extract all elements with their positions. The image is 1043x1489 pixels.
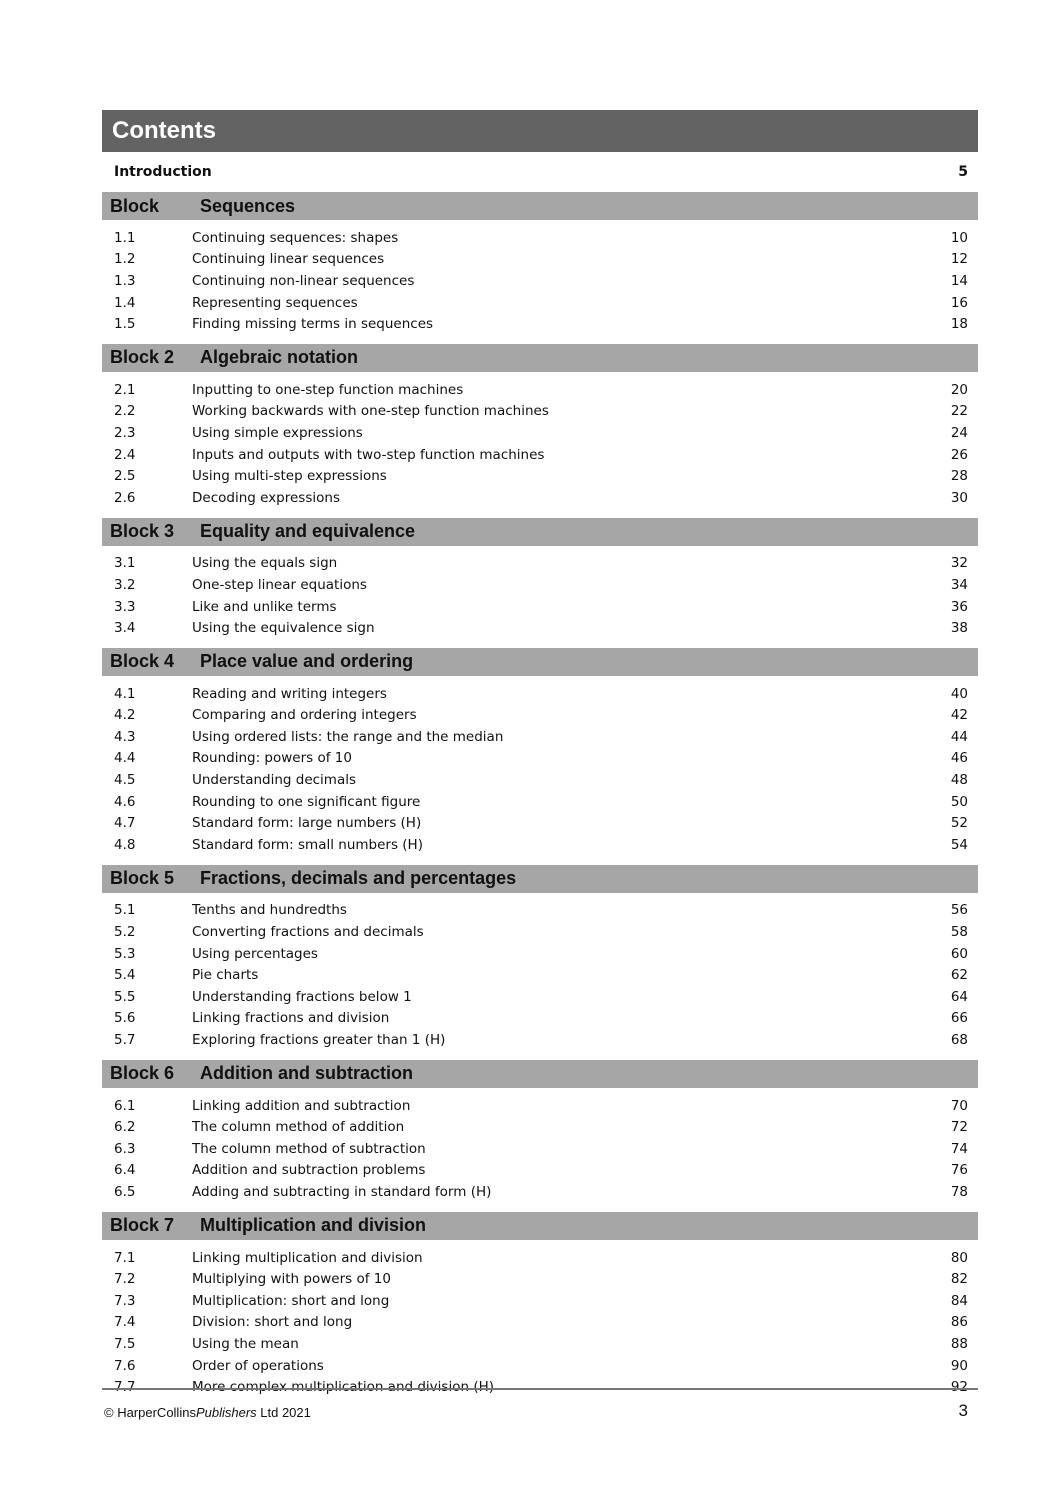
toc-entry[interactable] [102, 465, 978, 487]
entry-page: 18 [950, 316, 968, 333]
block-header [102, 192, 978, 220]
entry-label: Using the equivalence sign [192, 620, 375, 637]
entry-number: 2.6 [114, 489, 136, 506]
copyright-suffix: Ltd 2021 [256, 1405, 311, 1420]
toc-entry[interactable] [102, 313, 978, 335]
entry-page: 52 [950, 815, 968, 832]
entry-page: 74 [950, 1140, 968, 1157]
block-title: Sequences [200, 195, 296, 216]
introduction-page: 5 [958, 164, 968, 180]
entry-number: 6.1 [114, 1097, 136, 1114]
entry-label: Representing sequences [192, 294, 358, 311]
toc-entry[interactable] [102, 444, 978, 466]
toc-entry[interactable] [102, 1268, 978, 1290]
entry-page: 72 [950, 1119, 968, 1136]
block-section [102, 518, 978, 644]
entry-number: 5.7 [114, 1032, 136, 1049]
entry-page: 16 [950, 294, 968, 311]
toc-entry[interactable] [102, 292, 978, 314]
entry-label: Reading and writing integers [192, 685, 387, 702]
entry-label: Using simple expressions [192, 424, 363, 441]
block-header [102, 1212, 978, 1240]
block-section [102, 192, 978, 340]
toc-entry[interactable] [102, 812, 978, 834]
entry-label: Adding and subtracting in standard form (H) [192, 1183, 492, 1200]
entry-label: Standard form: small numbers (H) [192, 836, 423, 853]
entry-number: 3.4 [114, 620, 136, 637]
blocks-list [102, 192, 978, 1403]
block-section [102, 865, 978, 1056]
entry-page: 54 [950, 836, 968, 853]
block-items [102, 220, 978, 340]
entry-page: 44 [950, 728, 968, 745]
entry-page: 56 [950, 902, 968, 919]
entry-number: 3.2 [114, 576, 136, 593]
entry-label: Finding missing terms in sequences [192, 316, 434, 333]
contents-page [102, 110, 978, 1407]
entry-number: 1.5 [114, 316, 136, 333]
entry-number: 4.7 [114, 815, 136, 832]
block-title: Equality and equivalence [200, 521, 416, 542]
entry-page: 34 [950, 576, 968, 593]
block-number: Block 3 [110, 521, 175, 542]
toc-entry[interactable] [102, 1181, 978, 1203]
toc-entry[interactable] [102, 900, 978, 922]
entry-number: 7.2 [114, 1271, 136, 1288]
entry-label: Inputs and outputs with two-step function machines [192, 446, 545, 463]
entry-page: 58 [950, 924, 968, 941]
entry-number: 4.4 [114, 750, 136, 767]
toc-entry[interactable] [102, 769, 978, 791]
block-header [102, 865, 978, 893]
block-header [102, 344, 978, 372]
entry-page: 14 [950, 272, 968, 289]
entry-label: Addition and subtraction problems [192, 1162, 426, 1179]
toc-entry[interactable] [102, 943, 978, 965]
entry-label: Using percentages [192, 945, 318, 962]
entry-label: Linking addition and subtraction [192, 1097, 411, 1114]
entry-page: 68 [950, 1032, 968, 1049]
entry-number: 3.3 [114, 598, 136, 615]
entry-page: 30 [950, 489, 968, 506]
entry-number: 7.5 [114, 1335, 136, 1352]
entry-number: 4.6 [114, 793, 136, 810]
entry-label: Continuing sequences: shapes [192, 229, 399, 246]
entry-label: Comparing and ordering integers [192, 707, 417, 724]
toc-entry[interactable] [102, 574, 978, 596]
entry-page: 50 [950, 793, 968, 810]
entry-page: 60 [950, 945, 968, 962]
entry-page: 78 [950, 1183, 968, 1200]
toc-entry[interactable] [102, 487, 978, 509]
block-items [102, 372, 978, 514]
toc-entry[interactable] [102, 249, 978, 271]
toc-entry[interactable] [102, 964, 978, 986]
entry-label: One-step linear equations [192, 576, 367, 593]
entry-page: 28 [950, 468, 968, 485]
entry-page: 26 [950, 446, 968, 463]
toc-entry[interactable] [102, 553, 978, 575]
entry-label: The column method of addition [192, 1119, 405, 1136]
entry-label: Like and unlike terms [192, 598, 337, 615]
entry-label: Multiplying with powers of 10 [192, 1271, 391, 1288]
block-title: Multiplication and division [200, 1215, 427, 1236]
toc-entry[interactable] [102, 791, 978, 813]
introduction-row[interactable] [102, 152, 978, 192]
block-title: Place value and ordering [200, 651, 414, 672]
entry-number: 5.4 [114, 967, 136, 984]
entry-number: 2.5 [114, 468, 136, 485]
block-title: Algebraic notation [200, 347, 359, 368]
block-section [102, 344, 978, 514]
footer-divider [102, 1388, 978, 1390]
entry-page: 64 [950, 988, 968, 1005]
block-items [102, 893, 978, 1056]
entry-page: 88 [950, 1335, 968, 1352]
entry-page: 46 [950, 750, 968, 767]
entry-number: 2.3 [114, 424, 136, 441]
toc-entry[interactable] [102, 617, 978, 639]
block-header [102, 648, 978, 676]
toc-entry[interactable] [102, 1247, 978, 1269]
entry-label: Linking multiplication and division [192, 1249, 423, 1266]
entry-number: 4.1 [114, 685, 136, 702]
entry-number: 4.3 [114, 728, 136, 745]
block-number: Block [110, 195, 160, 216]
block-number: Block 5 [110, 868, 175, 889]
entry-page: 86 [950, 1314, 968, 1331]
entry-number: 7.3 [114, 1292, 136, 1309]
toc-entry[interactable] [102, 986, 978, 1008]
block-number: Block 7 [110, 1215, 175, 1236]
toc-entry[interactable] [102, 1312, 978, 1334]
entry-number: 4.2 [114, 707, 136, 724]
entry-label: Using ordered lists: the range and the median [192, 728, 504, 745]
entry-label: Continuing non-linear sequences [192, 272, 415, 289]
entry-number: 2.4 [114, 446, 136, 463]
entry-label: Exploring fractions greater than 1 (H) [192, 1032, 446, 1049]
entry-page: 66 [950, 1010, 968, 1027]
entry-number: 7.6 [114, 1357, 136, 1374]
entry-number: 6.2 [114, 1119, 136, 1136]
page-number: 3 [958, 1401, 968, 1420]
toc-entry[interactable] [102, 227, 978, 249]
entry-number: 5.6 [114, 1010, 136, 1027]
contents-title-bar [102, 110, 978, 152]
entry-number: 5.3 [114, 945, 136, 962]
toc-entry[interactable] [102, 705, 978, 727]
block-title: Fractions, decimals and percentages [200, 868, 517, 889]
entry-number: 5.1 [114, 902, 136, 919]
entry-label: Tenths and hundredths [192, 902, 347, 919]
entry-label: Pie charts [192, 967, 259, 984]
entry-number: 1.1 [114, 229, 136, 246]
entry-label: Division: short and long [192, 1314, 353, 1331]
block-number: Block 2 [110, 347, 175, 368]
entry-page: 48 [950, 772, 968, 789]
block-section [102, 648, 978, 861]
block-section [102, 1212, 978, 1403]
entry-number: 1.4 [114, 294, 136, 311]
block-items [102, 1240, 978, 1403]
entry-number: 7.4 [114, 1314, 136, 1331]
entry-page: 90 [950, 1357, 968, 1374]
entry-label: Rounding: powers of 10 [192, 750, 352, 767]
entry-page: 10 [950, 229, 968, 246]
entry-number: 5.2 [114, 924, 136, 941]
entry-page: 22 [950, 403, 968, 420]
entry-number: 5.5 [114, 988, 136, 1005]
entry-page: 38 [950, 620, 968, 637]
entry-page: 70 [950, 1097, 968, 1114]
toc-entry[interactable] [102, 270, 978, 292]
toc-entry[interactable] [102, 921, 978, 943]
entry-number: 6.5 [114, 1183, 136, 1200]
entry-number: 7.1 [114, 1249, 136, 1266]
entry-label: Inputting to one-step function machines [192, 381, 464, 398]
toc-entry[interactable] [102, 748, 978, 770]
block-items [102, 1088, 978, 1208]
copyright-notice [104, 1405, 311, 1420]
entry-page: 80 [950, 1249, 968, 1266]
entry-number: 3.1 [114, 555, 136, 572]
toc-entry[interactable] [102, 1290, 978, 1312]
entry-number: 4.8 [114, 836, 136, 853]
toc-entry[interactable] [102, 1138, 978, 1160]
entry-label: Rounding to one significant figure [192, 793, 421, 810]
entry-label: Decoding expressions [192, 489, 340, 506]
entry-number: 6.3 [114, 1140, 136, 1157]
toc-entry[interactable] [102, 422, 978, 444]
entry-page: 42 [950, 707, 968, 724]
entry-number: 2.2 [114, 403, 136, 420]
block-header [102, 1060, 978, 1088]
entry-page: 24 [950, 424, 968, 441]
toc-entry[interactable] [102, 1008, 978, 1030]
entry-label: Multiplication: short and long [192, 1292, 390, 1309]
block-items [102, 546, 978, 644]
toc-entry[interactable] [102, 1029, 978, 1051]
entry-number: 1.2 [114, 251, 136, 268]
entry-page: 36 [950, 598, 968, 615]
entry-page: 32 [950, 555, 968, 572]
toc-entry[interactable] [102, 1160, 978, 1182]
toc-entry[interactable] [102, 1095, 978, 1117]
toc-entry[interactable] [102, 596, 978, 618]
entry-page: 62 [950, 967, 968, 984]
entry-label: Using multi-step expressions [192, 468, 387, 485]
copyright-prefix: © HarperCollins [104, 1405, 196, 1420]
entry-label: The column method of subtraction [192, 1140, 426, 1157]
toc-entry[interactable] [102, 1355, 978, 1377]
entry-label: Linking fractions and division [192, 1010, 390, 1027]
entry-page: 12 [950, 251, 968, 268]
entry-number: 2.1 [114, 381, 136, 398]
block-number: Block 6 [110, 1063, 175, 1084]
toc-entry[interactable] [102, 401, 978, 423]
introduction-label: Introduction [114, 164, 212, 180]
toc-entry[interactable] [102, 834, 978, 856]
toc-entry[interactable] [102, 726, 978, 748]
entry-label: Understanding decimals [192, 772, 357, 789]
entry-label: Working backwards with one-step function machines [192, 403, 549, 420]
entry-label: Standard form: large numbers (H) [192, 815, 422, 832]
entry-page: 40 [950, 685, 968, 702]
toc-entry[interactable] [102, 379, 978, 401]
entry-label: Converting fractions and decimals [192, 924, 424, 941]
entry-number: 1.3 [114, 272, 136, 289]
entry-label: Order of operations [192, 1357, 324, 1374]
entry-label: Using the equals sign [192, 555, 338, 572]
entry-page: 82 [950, 1271, 968, 1288]
block-section [102, 1060, 978, 1208]
block-items [102, 676, 978, 861]
entry-page: 84 [950, 1292, 968, 1309]
page-title: Contents [112, 117, 216, 144]
block-number: Block 4 [110, 651, 175, 672]
entry-label: Using the mean [192, 1335, 299, 1352]
entry-label: Understanding fractions below 1 [192, 988, 412, 1005]
entry-number: 6.4 [114, 1162, 136, 1179]
toc-entry[interactable] [102, 1333, 978, 1355]
copyright-italic: Publishers [195, 1405, 257, 1420]
entry-number: 4.5 [114, 772, 136, 789]
entry-page: 20 [950, 381, 968, 398]
toc-entry[interactable] [102, 683, 978, 705]
entry-page: 76 [950, 1162, 968, 1179]
block-header [102, 518, 978, 546]
block-title: Addition and subtraction [200, 1063, 413, 1084]
entry-label: Continuing linear sequences [192, 251, 385, 268]
toc-entry[interactable] [102, 1116, 978, 1138]
